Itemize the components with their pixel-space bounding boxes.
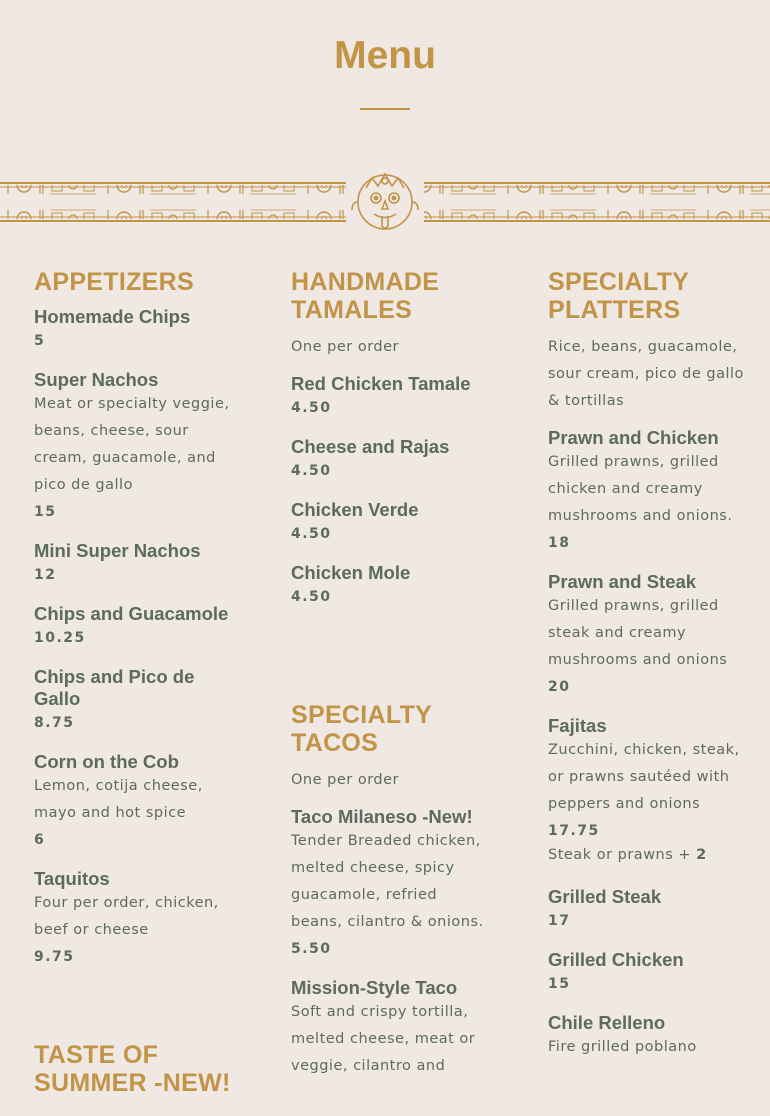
menu-item [34, 868, 244, 968]
menu-item [548, 886, 748, 932]
menu-item [291, 436, 491, 482]
item-description: Grilled prawns, grilled chicken and creamy mushrooms and onions. [548, 454, 733, 524]
item-name: Grilled Chicken [548, 949, 684, 970]
decorative-banner [0, 168, 770, 236]
section-note: Rice, beans, guacamole, sour cream, pico de gallo & tortillas [548, 339, 744, 409]
item-description: Tender Breaded chicken, melted cheese, spicy guacamole, refried beans, cilantro & onions. [291, 833, 484, 930]
item-price: 6 [34, 832, 46, 848]
item-price: 4.50 [291, 526, 332, 542]
item-name: Corn on the Cob [34, 751, 179, 772]
menu-column-2 [291, 268, 491, 1097]
menu-item [34, 666, 244, 734]
item-description: Zucchini, chicken, steak, or prawns sautéed with peppers and onions [548, 742, 740, 812]
menu-item [291, 806, 491, 960]
item-name: Taquitos [34, 868, 110, 889]
item-price: 15 [548, 976, 571, 992]
item-price: 4.50 [291, 400, 332, 416]
item-name: Chile Relleno [548, 1012, 666, 1033]
section-title-specialty-tacos: SPECIALTY TACOS [291, 701, 432, 757]
item-name: Mini Super Nachos [34, 540, 201, 561]
item-extra-label: Steak or prawns + [548, 847, 692, 863]
section-title-taste-of-summer: TASTE OF SUMMER -NEW! [34, 1041, 231, 1097]
item-price: 15 [34, 504, 57, 520]
item-extra-price: 2 [696, 847, 708, 863]
item-name: Chicken Verde [291, 499, 419, 520]
item-description: Fire grilled poblano [548, 1039, 697, 1055]
menu-item [291, 373, 491, 419]
item-name: Cheese and Rajas [291, 436, 450, 457]
item-name: Homemade Chips [34, 306, 191, 327]
menu-item [34, 540, 244, 586]
banner-left-frieze [0, 183, 346, 221]
menu-item [548, 949, 748, 995]
menu-column-3 [548, 268, 748, 1078]
item-name: Taco Milaneso -New! [291, 806, 473, 827]
item-price: 20 [548, 679, 571, 695]
banner-right-frieze [424, 183, 770, 221]
item-name: Super Nachos [34, 369, 159, 390]
aztec-mask-icon [352, 174, 418, 229]
item-description: Meat or specialty veggie, beans, cheese, sour cream, guacamole, and pico de gallo [34, 396, 230, 493]
menu-item [34, 751, 244, 851]
section-title-handmade-tamales: HANDMADE TAMALES [291, 268, 440, 324]
item-extra [548, 842, 748, 869]
item-name: Chicken Mole [291, 562, 411, 583]
item-description: Four per order, chicken, beef or cheese [34, 895, 219, 938]
menu-item [291, 977, 491, 1080]
item-description: Lemon, cotija cheese, mayo and hot spice [34, 778, 203, 821]
item-name: Chips and Pico de Gallo [34, 666, 195, 709]
menu-item [548, 715, 748, 869]
section-title-specialty-platters: SPECIALTY PLATTERS [548, 268, 689, 324]
item-name: Prawn and Chicken [548, 427, 719, 448]
item-description: Grilled prawns, grilled steak and creamy mushrooms and onions [548, 598, 728, 668]
menu-column-1 [34, 268, 244, 1107]
item-price: 4.50 [291, 589, 332, 605]
page-title: Menu [334, 34, 436, 77]
item-name: Mission-Style Taco [291, 977, 458, 998]
menu-item [548, 1012, 748, 1061]
item-price: 5 [34, 333, 46, 349]
section-note: One per order [291, 339, 399, 355]
item-price: 10.25 [34, 630, 86, 646]
menu-item [34, 603, 244, 649]
title-divider [360, 108, 410, 110]
menu-item [34, 306, 244, 352]
item-price: 18 [548, 535, 571, 551]
menu-item [34, 369, 244, 523]
item-price: 17 [548, 913, 571, 929]
menu-item [291, 499, 491, 545]
item-price: 8.75 [34, 715, 75, 731]
item-name: Prawn and Steak [548, 571, 697, 592]
item-name: Red Chicken Tamale [291, 373, 471, 394]
item-name: Fajitas [548, 715, 607, 736]
menu-item [548, 427, 748, 554]
section-title-appetizers: APPETIZERS [34, 268, 194, 296]
menu-item [548, 571, 748, 698]
section-note: One per order [291, 772, 399, 788]
item-price: 12 [34, 567, 57, 583]
item-description: Soft and crispy tortilla, melted cheese, meat or veggie, cilantro and [291, 1004, 476, 1074]
menu-item [291, 562, 491, 608]
item-price: 9.75 [34, 949, 75, 965]
item-price: 17.75 [548, 823, 600, 839]
item-name: Grilled Steak [548, 886, 662, 907]
item-name: Chips and Guacamole [34, 603, 229, 624]
item-price: 4.50 [291, 463, 332, 479]
item-price: 5.50 [291, 941, 332, 957]
